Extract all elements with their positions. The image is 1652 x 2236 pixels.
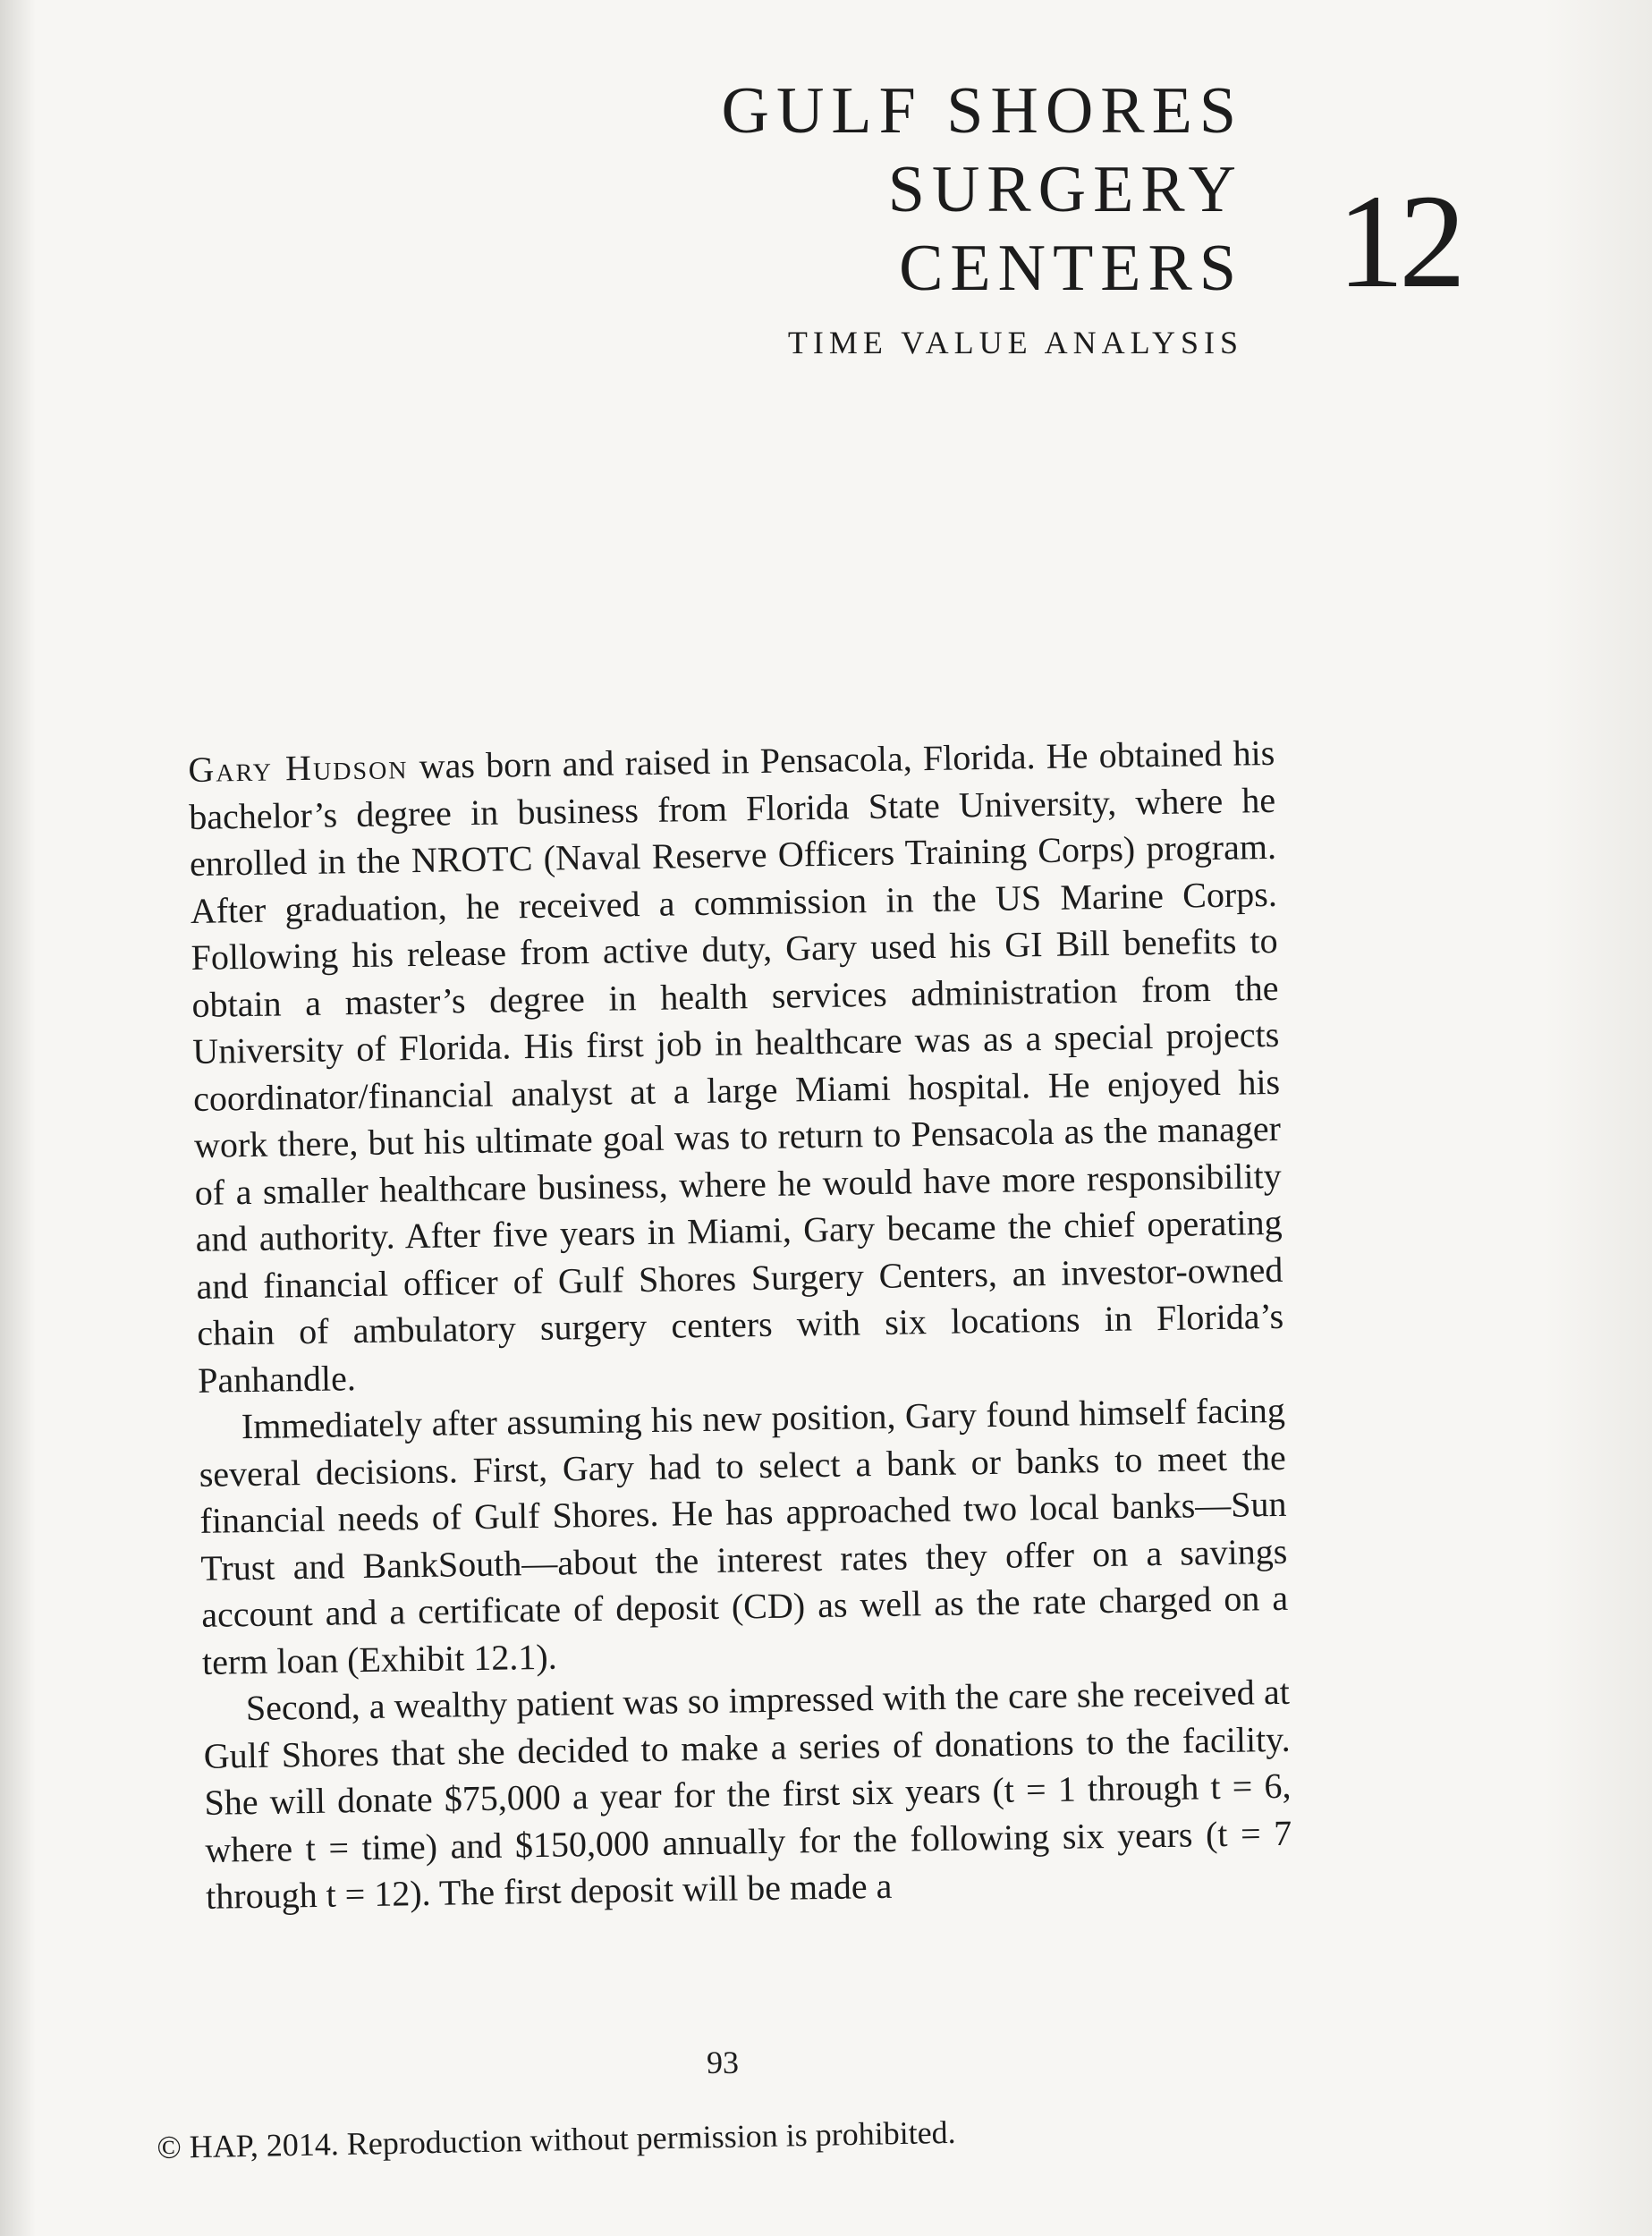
paragraph-3: Second, a wealthy patient was so impressed with the care she received at Gulf Shores that she decided to make a series of donations to the facility. She will donate $75,000 a year for the first six years (t = 1 through t = 6, where t = time) and $150,000 annually for the following six years (t = 7 through t = 12). The first deposit will be made a bbox=[203, 1671, 1292, 1917]
copyright-notice: © HAP, 2014. Reproduction without permission is prohibited. bbox=[157, 2113, 956, 2165]
chapter-number: 12 bbox=[1337, 167, 1461, 316]
chapter-subtitle: TIME VALUE ANALYSIS bbox=[787, 325, 1243, 360]
chapter-title-line-1: GULF SHORES bbox=[721, 74, 1243, 148]
page-edge-shadow bbox=[1545, 0, 1652, 2236]
paragraph-1 bbox=[188, 730, 1284, 1404]
chapter-title-block bbox=[626, 72, 1243, 361]
chapter-title-line-2: SURGERY bbox=[887, 153, 1243, 226]
chapter-title-line-3: CENTERS bbox=[899, 232, 1243, 305]
page-gutter-shadow bbox=[0, 0, 36, 2236]
paragraph-2: Immediately after assuming his new position, Gary found himself facing several decisions. First, Gary had to select a bank or banks to meet the financial needs of Gulf Shores. He has approached two local banks—Sun Trust and BankSouth—about the interest rates they offer on a savings account and a certificate of deposit (CD) as well as the rate charged on a term loan (Exhibit 12.1). bbox=[199, 1389, 1289, 1682]
body-text bbox=[188, 730, 1292, 1920]
paragraph-1-text: was born and raised in Pensacola, Florida. He obtained his bachelor’s degree in business from Florida State University, where he enrolled in the NROTC (Naval Reserve Officers Training Corps) program. After graduation, he received a commission in the US Marine Corps. Following his release from active duty, Gary used his GI Bill benefits to obtain a master’s degree in health services administration from the University of Florida. His first job in healthcare was as a special projects coordinator/financial analyst at a large Miami hospital. He enjoyed his work there, but his ultimate goal was to return to Pensacola as the manager of a smaller healthcare business, where he would have more responsibility and authority. After five years in Miami, Gary became the chief operating and financial officer of Gulf Shores Surgery Centers, an investor-owned chain of ambulatory surgery centers with six locations in Florida’s Panhandle. bbox=[188, 732, 1284, 1401]
page-number: 93 bbox=[707, 2045, 739, 2080]
lead-in: Gary Hudson bbox=[188, 746, 409, 790]
